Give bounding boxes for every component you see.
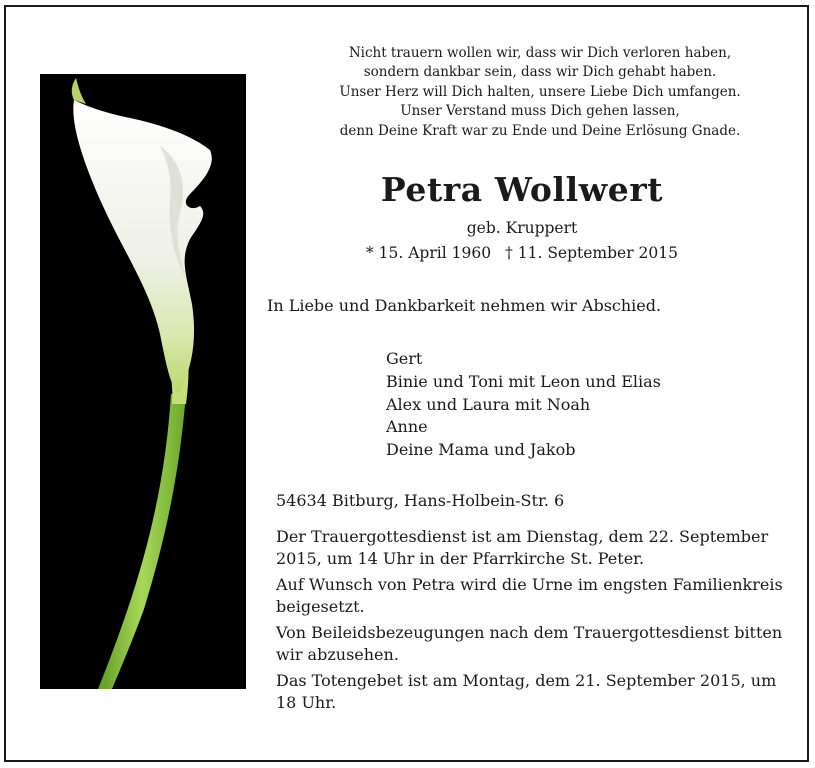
mourners-list [386, 348, 661, 462]
death-date: † 11. September 2015 [505, 244, 679, 262]
birth-date: * 15. April 1960 [365, 244, 492, 262]
memorial-poem [270, 44, 810, 141]
mourner-entry: Alex und Laura mit Noah [386, 394, 591, 414]
birth-name: geb. Kruppert [466, 219, 578, 237]
service-notice: Der Trauergottesdienst ist am Dienstag, dem 22. September 2015, um 14 Uhr in der Pfarrkirche St. Peter. [276, 527, 769, 568]
service-notices [276, 526, 796, 718]
poem-line: sondern dankbar sein, dass wir Dich gehabt haben. [363, 64, 717, 81]
farewell-statement: In Liebe und Dankbarkeit nehmen wir Abschied. [267, 296, 662, 315]
life-dates [272, 244, 772, 262]
mourner-entry: Binie und Toni mit Leon und Elias [386, 371, 661, 391]
calla-lily-image [40, 74, 246, 689]
condolence-notice: Von Beileidsbezeugungen nach dem Trauergottesdienst bitten wir abzusehen. [276, 623, 783, 664]
burial-notice: Auf Wunsch von Petra wird die Urne im engsten Familienkreis beigesetzt. [276, 575, 783, 616]
prayer-notice: Das Totengebet ist am Montag, dem 21. September 2015, um 18 Uhr. [276, 671, 777, 712]
poem-line: Unser Herz will Dich halten, unsere Liebe Dich umfangen. [339, 83, 741, 100]
mourner-entry: Anne [386, 417, 428, 437]
deceased-name: Petra Wollwert [380, 170, 664, 209]
poem-line: Nicht trauern wollen wir, dass wir Dich verloren haben, [348, 45, 732, 61]
poem-line: denn Deine Kraft war zu Ende und Deine Erlösung Gnade. [339, 122, 741, 139]
mourner-entry: Deine Mama und Jakob [386, 440, 576, 460]
family-address: 54634 Bitburg, Hans-Holbein-Str. 6 [276, 491, 565, 510]
mourner-entry: Gert [386, 349, 423, 368]
poem-line: Unser Verstand muss Dich gehen lassen, [400, 103, 680, 120]
